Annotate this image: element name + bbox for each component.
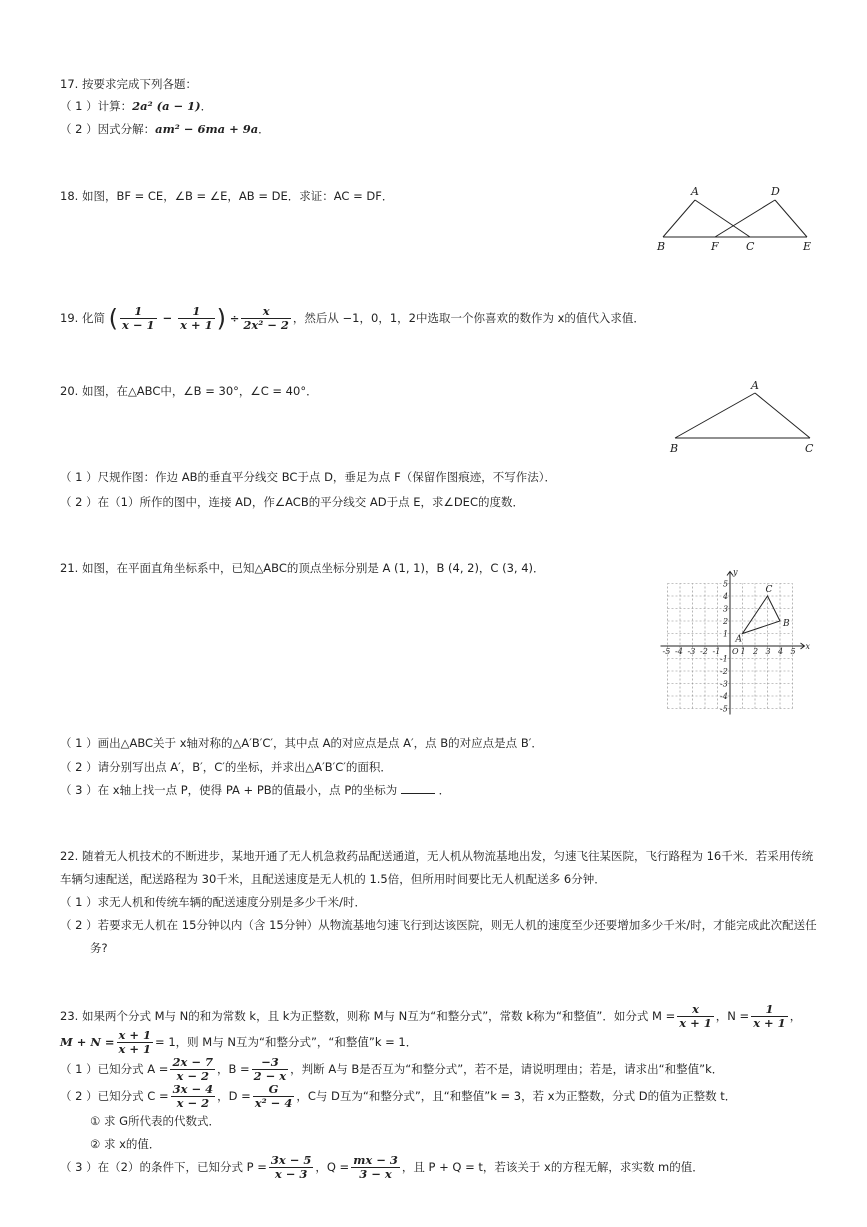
q23-fraction-q: $\frac{mx - 3}{3 - x}$ <box>353 1153 398 1181</box>
q23-line1-end: ， <box>789 1009 802 1023</box>
q23-part2-d: ，D = <box>217 1089 251 1103</box>
q19-prefix: 19. 化简 <box>60 311 105 325</box>
y-tick-label: -3 <box>720 679 728 689</box>
y-tick-label: 5 <box>723 579 729 589</box>
point-label-a: A <box>735 634 742 645</box>
q18-line-ab <box>663 200 695 237</box>
q23-line1-n: ，N = <box>715 1009 750 1023</box>
q18-label-f: F <box>711 240 719 253</box>
q21-answer-blank[interactable] <box>401 793 435 794</box>
q17-part2: （ 2 ）因式分解：am² − 6ma + 9a． <box>60 122 270 136</box>
x-tick-label: -1 <box>712 647 721 656</box>
x-axis-label: x <box>805 642 811 651</box>
q20-text: 20. 如图，在△ABC中，∠B = 30°，∠C = 40°． <box>60 384 318 398</box>
q22-line2: 车辆匀速配送，配送路程为 30千米，且配送速度是无人机的 1.5倍，但所用时间要比无人机配送多 6分钟． <box>60 872 606 886</box>
point-label-c: C <box>765 585 773 595</box>
q17-title: 17. 按要求完成下列各题： <box>60 77 197 91</box>
q20-figure <box>665 376 825 458</box>
x-tick-label: 4 <box>778 647 784 656</box>
y-tick-label: 3 <box>723 604 729 614</box>
triangle-abc <box>743 596 781 634</box>
q19-minus: − <box>158 311 177 325</box>
q23-line1 <box>60 1002 801 1030</box>
q23-line1-text: 23. 如果两个分式 M与 N的和为常数 k，且 k为正整数，则称 M与 N互为“和整分式”，常数 k称为“和整值”．如分式 M = <box>60 1009 676 1023</box>
q21-part1: （ 1 ）画出△ABC关于 x轴对称的△A′B′C′，其中点 A的对应点是点 A′，点 B的对应点是点 B′． <box>60 736 543 750</box>
q18-line-ac <box>695 200 750 237</box>
q21-part3 <box>60 782 450 798</box>
origin-label: O <box>732 647 739 656</box>
q23-part3-q: ，Q = <box>315 1160 350 1174</box>
y-tick-label: -1 <box>720 654 728 664</box>
point-label-b: B <box>783 619 790 629</box>
q22-part2-line2: 务? <box>90 941 108 955</box>
y-tick-label: 4 <box>723 592 729 601</box>
q23-part1 <box>60 1055 723 1083</box>
q23-sub2: ② 求 x的值． <box>90 1137 161 1151</box>
q20-part2: （ 2 ）在（1）所作的图中，连接 AD，作∠ACB的平分线交 AD于点 E，求∠DEC的度数． <box>60 495 524 509</box>
q21-part3-end: ． <box>438 783 451 797</box>
q19-suffix: ，然后从 −1，0，1，2中选取一个你喜欢的数作为 x的值代入求值． <box>292 311 645 325</box>
q20-label-a: A <box>751 379 759 392</box>
q23-part1-label: （ 1 ）已知分式 A = <box>60 1062 169 1076</box>
q22-part2-line1: （ 2 ）若要求无人机在 15分钟以内（含 15分钟）从物流基地匀速飞行到达该医院，则无人机的速度至少还要增加多少千米/时，才能完成此次配送任 <box>60 918 817 932</box>
q20-line-ac <box>755 393 810 438</box>
q21-part3-text: （ 3 ）在 x轴上找一点 P，使得 PA + PB的值最小，点 P的坐标为 <box>60 783 398 797</box>
q22-line1: 22. 随着无人机技术的不断进步，某地开通了无人机急救药品配送通道，无人机从物流基地出发，匀速飞往某医院，飞行路程为 16千米．若采用传统 <box>60 849 814 863</box>
q17-part2-label: （ 2 ）因式分解： <box>60 122 156 136</box>
q23-line2-sum: M + N = <box>60 1035 115 1049</box>
q21-coordinate-grid <box>648 560 818 722</box>
x-tick-label: -2 <box>700 647 708 656</box>
y-tick-label: -5 <box>720 704 728 714</box>
q17-part2-expr: am² − 6ma + 9a <box>155 122 259 136</box>
x-tick-label: -5 <box>662 647 671 656</box>
q23-part3-text: ，且 P + Q = t，若该关于 x的方程无解，求实数 m的值． <box>401 1160 704 1174</box>
q20-part1: （ 1 ）尺规作图：作边 AB的垂直平分线交 BC于点 D，垂足为点 F（保留作图痕迹，不写作法）． <box>60 470 556 484</box>
q19-divide: ÷ <box>229 311 240 325</box>
q18-line-fd <box>715 200 775 237</box>
x-tick-label: 5 <box>790 647 796 656</box>
q17-part1-expr: 2a² (a − 1) <box>132 99 201 113</box>
q18-figure <box>650 180 820 255</box>
x-tick-label: -3 <box>687 647 696 656</box>
q23-line2-text: = 1，则 M与 N互为“和整分式”，“和整值”k = 1． <box>155 1035 418 1049</box>
q19-left-paren: ( <box>108 304 118 333</box>
q23-part2-text: ，C与 D互为“和整分式”，且“和整值”k = 3，若 x为正整数，分式 D的值为正整数 t． <box>296 1089 737 1103</box>
q17-part1-label: （ 1 ）计算： <box>60 99 133 113</box>
y-tick-label: -2 <box>720 667 728 676</box>
q23-fraction-c: $\frac{3x - 4}{x - 2}$ <box>172 1082 214 1110</box>
q23-fraction-p: $\frac{3x - 5}{x - 3}$ <box>270 1153 312 1181</box>
q20-label-c: C <box>805 442 814 455</box>
y-tick-label: 2 <box>723 617 729 626</box>
q19-fraction-2: $\frac{1}{x + 1}$ <box>180 304 213 332</box>
q23-part3-label: （ 3 ）在（2）的条件下，已知分式 P = <box>60 1160 267 1174</box>
q21-text: 21. 如图，在平面直角坐标系中，已知△ABC的顶点坐标分别是 A (1, 1)，B (4, 2)，C (3, 4)． <box>60 561 545 575</box>
q19-fraction-1: $\frac{1}{x - 1}$ <box>121 304 155 332</box>
q23-fraction-n: $\frac{1}{x + 1}$ <box>753 1002 786 1030</box>
q18-label-a: A <box>691 185 699 198</box>
q23-sub1: ① 求 G所代表的代数式． <box>90 1114 221 1128</box>
y-axis-label: y <box>733 567 738 577</box>
x-tick-label: 2 <box>753 647 759 656</box>
q19-text <box>60 303 645 334</box>
q20-line-ab <box>675 393 755 438</box>
q23-fraction-d: $\frac{G}{\text{x² − 4}}$ <box>254 1082 293 1110</box>
q23-part1-text: ，判断 A与 B是否互为“和整分式”，若不是，请说明理由；若是，请求出“和整值”k． <box>290 1062 724 1076</box>
q19-fraction-3: $\frac{x}{\text{2x² − 2}}$ <box>243 304 289 332</box>
q23-part2-label: （ 2 ）已知分式 C = <box>60 1089 169 1103</box>
x-tick-label: -4 <box>675 647 683 656</box>
x-tick-label: 3 <box>765 647 771 656</box>
q18-text: 18. 如图，BF = CE，∠B = ∠E，AB = DE．求证：AC = DF． <box>60 189 394 203</box>
q18-label-b: B <box>657 240 666 253</box>
y-tick-label: -4 <box>720 692 728 701</box>
q17-part1: （ 1 ）计算：2a² (a − 1)． <box>60 99 213 113</box>
q23-part3 <box>60 1153 704 1181</box>
q23-fraction-m: $\frac{x}{x + 1}$ <box>679 1002 712 1030</box>
q23-line2 <box>60 1028 417 1056</box>
q18-label-e: E <box>803 240 812 253</box>
q23-fraction-sum: $\frac{x + 1}{x + 1}$ <box>118 1028 152 1056</box>
q18-label-c: C <box>746 240 755 253</box>
q22-part1: （ 1 ）求无人机和传统车辆的配送速度分别是多少千米/时． <box>60 895 366 909</box>
q21-part2: （ 2 ）请分别写出点 A′，B′，C′的坐标，并求出△A′B′C′的面积． <box>60 760 392 774</box>
q23-part1-b: ，B = <box>216 1062 250 1076</box>
q18-line-de <box>775 200 807 237</box>
q23-fraction-a: $\frac{2x - 7}{x - 2}$ <box>172 1055 213 1083</box>
q19-right-paren: ) <box>216 304 227 333</box>
q18-label-d: D <box>771 185 780 198</box>
q23-fraction-b: $\frac{-3}{2 - x}$ <box>253 1055 287 1083</box>
x-tick-label: 1 <box>740 647 746 656</box>
q23-part2 <box>60 1082 736 1110</box>
q20-label-b: B <box>670 442 679 455</box>
y-tick-label: 1 <box>723 629 729 639</box>
